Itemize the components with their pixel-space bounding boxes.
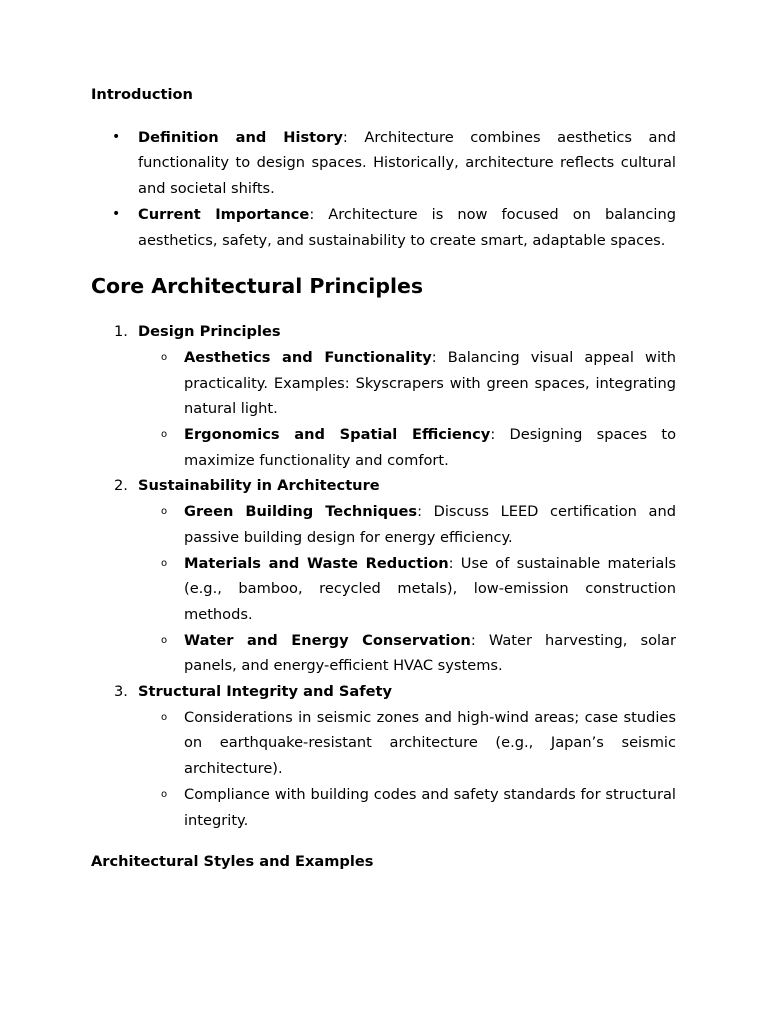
list-item [91, 628, 676, 679]
list-item [91, 499, 676, 550]
item-text: : Water harvesting, solar panels, and energy-efficient HVAC systems. [184, 631, 676, 675]
section-number: 1. [114, 323, 128, 341]
architectural-styles-heading: Architectural Styles and Examples [91, 853, 374, 871]
list-item [91, 345, 676, 422]
sub-marker: o [161, 351, 168, 363]
bullet-text: : Architecture combines aesthetics and functionality to design spaces. Historically, architecture reflects cultural and societal shifts. [138, 128, 677, 198]
item-text: : Designing spaces to maximize functionality and comfort. [184, 426, 676, 469]
item-text: : Use of sustainable materials (e.g., bamboo, recycled metals), low-emission construction methods. [184, 554, 676, 623]
sub-marker: o [161, 788, 168, 800]
list-item [91, 705, 676, 782]
bullet-text: : Architecture is now focused on balancing aesthetics, safety, and sustainability to create smart, adaptable spaces. [138, 205, 676, 249]
section-title: Design Principles [138, 323, 281, 341]
list-item [91, 125, 676, 202]
section-structural-integrity [91, 679, 676, 705]
introduction-heading: Introduction [91, 86, 193, 103]
sub-marker: o [161, 711, 168, 723]
item-text: Compliance with building codes and safety standards for structural integrity. [184, 785, 676, 829]
item-text: : Discuss LEED certification and passive building design for energy efficiency. [184, 503, 676, 546]
document-page [91, 82, 676, 875]
section-number: 2. [114, 477, 128, 495]
bullet-term: Current Importance [138, 205, 310, 223]
sub-marker: o [161, 429, 168, 441]
sub-marker: o [161, 634, 168, 646]
item-term: Green Building Techniques [184, 503, 418, 521]
section-design-principles [91, 319, 676, 345]
introduction-list [91, 125, 676, 254]
section-title: Structural Integrity and Safety [138, 683, 392, 701]
item-term: Materials and Waste Reduction [184, 554, 449, 572]
bullet-marker: • [112, 205, 121, 222]
section-sustainability [91, 473, 676, 499]
item-text: : Balancing visual appeal with practicality. Examples: Skyscrapers with green spaces, integrating natural light. [184, 348, 676, 418]
bullet-marker: • [112, 128, 121, 145]
bullet-term: Definition and History [138, 128, 343, 146]
list-item [91, 202, 676, 253]
list-item [91, 422, 676, 473]
item-term: Aesthetics and Functionality [184, 348, 432, 366]
section-number: 3. [114, 683, 128, 701]
sub-marker: o [161, 557, 168, 569]
item-term: Water and Energy Conservation [184, 631, 471, 649]
core-principles-heading: Core Architectural Principles [91, 274, 424, 299]
item-text: Considerations in seismic zones and high-wind areas; case studies on earthquake-resistant architecture (e.g., Japan’s seismic architecture). [184, 708, 676, 778]
core-sections [91, 319, 676, 833]
sub-marker: o [161, 506, 168, 518]
item-term: Ergonomics and Spatial Efficiency [184, 426, 491, 444]
list-item [91, 782, 676, 833]
section-title: Sustainability in Architecture [138, 477, 380, 495]
list-item [91, 551, 676, 628]
